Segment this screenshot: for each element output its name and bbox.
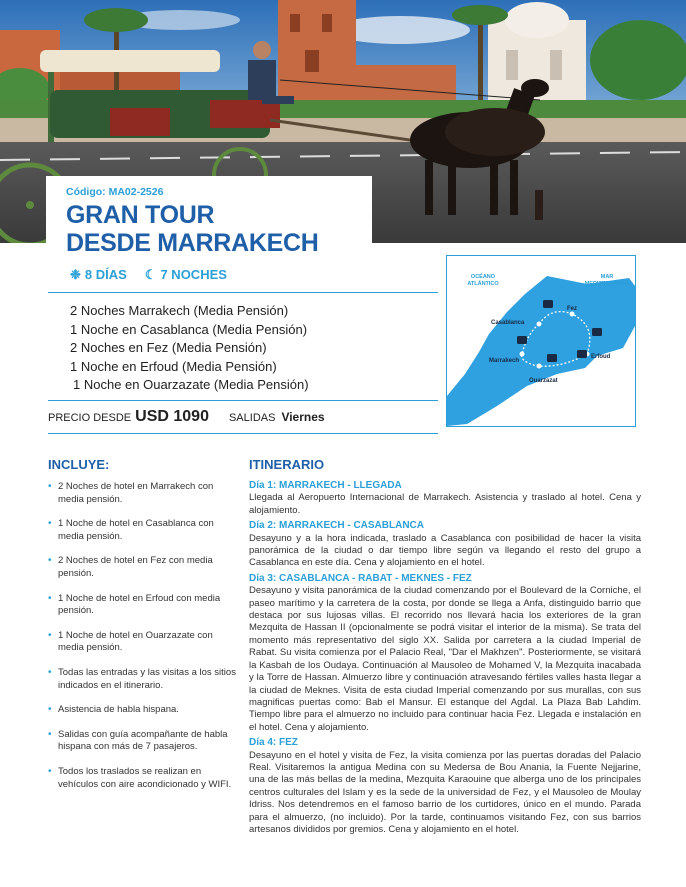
stay-item: 1 Noche en Erfoud (Media Pensión) bbox=[70, 358, 277, 374]
city-dot bbox=[570, 312, 575, 317]
duration bbox=[70, 267, 227, 283]
sea-right-line2: MEDITERRÁNEO bbox=[584, 281, 630, 287]
city-label-casablanca: Casablanca bbox=[491, 320, 525, 326]
days-label: 8 DÍAS bbox=[84, 267, 127, 282]
itinerary bbox=[249, 480, 641, 836]
city-label-marrakech: Marrakech bbox=[489, 358, 520, 364]
list-item: • Salidas con guía acompañante de habla hispana con más de 7 pasajeros. bbox=[48, 729, 238, 754]
price-row bbox=[48, 408, 325, 426]
list-item: • 1 Noche de hotel en Erfoud con media pensión. bbox=[48, 593, 238, 618]
bus-icon bbox=[517, 336, 527, 344]
stay-item: 2 Noches Marrakech (Media Pensión) bbox=[70, 303, 289, 318]
divider bbox=[48, 400, 438, 401]
list-item: • 2 Noches de hotel en Marrakech con media pensión. bbox=[48, 481, 238, 506]
stays-list bbox=[70, 302, 309, 395]
divider bbox=[48, 433, 438, 434]
day-title: Día 4: FEZ bbox=[249, 737, 298, 749]
price-amount: USD 1090 bbox=[135, 408, 209, 425]
moon-icon: ☾ bbox=[144, 267, 157, 282]
day-text: Desayuno y visita panorámica de la ciudad comenzando por el Boulevard de la Corniche, el paseo marítimo y la carretera de la costa, por donde se llega a Anfa, distinguido barrio que destaca por sus lujosas villas. El recorrido nos llevará hacia los exteriores de la gran Mezquita de Hassan II (opcionalmente se podrá visitar el interior de la misma). Se trata del momento más representativo del siglo XX. Salida por carretera a la ciudad Imperial de Rabat. Su visita comienza por el Palacio Real, "Dar el Makhzen". Posteriormente, se visitará la Kasbah de los Oudaya. Continuación al Mausoleo de Mohamed V, la Mezquita inacabada y la Torre de Hassan. Almuerzo libre y continuación atravesando fértiles valles hasta llegar a la ciudad de Meknes. Visita de esta ciudad Imperial comenzando por sus murallas, con sus magnificas puertas como: Bab el Mansur. El estanque del Agdal. La Plaza Bab Lahdim. Tiempo libre para el almuerzo no incluido para continuar hacia Fez. Llegada e instalación en el hotel. Cena y alojamiento. bbox=[249, 585, 641, 733]
route-map bbox=[446, 255, 636, 427]
sea-left-line1: OCÉANO bbox=[470, 274, 496, 280]
days-badge bbox=[70, 267, 127, 283]
price-label: PRECIO DESDE bbox=[48, 412, 132, 424]
list-item: • Asistencia de habla hispana. bbox=[48, 704, 238, 717]
day-text: Llegada al Aeropuerto Internacional de Marrakech. Asistencia y traslado al hotel. Cena y alojamiento. bbox=[249, 492, 641, 516]
day-title: Día 2: MARRAKECH - CASABLANCA bbox=[249, 520, 424, 532]
departures-label: SALIDAS bbox=[228, 412, 276, 424]
list-item: • Todos los traslados se realizan en vehículos con aire acondicionado y WIFI. bbox=[48, 766, 238, 791]
sun-icon: ❉ bbox=[70, 267, 81, 282]
city-label-fez: Fez bbox=[567, 306, 578, 312]
departures-day: Viernes bbox=[281, 410, 325, 424]
day-title: Día 1: MARRAKECH - LLEGADA bbox=[249, 480, 402, 491]
stay-item: 1 Noche en Casablanca (Media Pensión) bbox=[70, 321, 308, 337]
title-line-2: DESDE MARRAKECH bbox=[66, 229, 319, 257]
city-dot bbox=[537, 364, 542, 369]
country-shape bbox=[447, 276, 635, 426]
includes-list bbox=[48, 481, 238, 803]
nights-label: 7 NOCHES bbox=[160, 267, 227, 282]
nights-badge bbox=[145, 267, 227, 283]
bus-icon bbox=[547, 354, 557, 362]
includes-heading: INCLUYE: bbox=[48, 457, 110, 472]
day-text: Desayuno y a la hora indicada, traslado a Casablanca con posibilidad de hacer la visita panorámica de la ciudad o dar tiempo libre según va llegando el resto del grupo a Casablanca en este día. Cena y alojamiento en el hotel. bbox=[249, 532, 641, 569]
tour-code: Código: MA02-2526 bbox=[66, 186, 164, 198]
page-title bbox=[66, 201, 318, 257]
city-dot bbox=[537, 322, 542, 327]
day-title: Día 3: CASABLANCA - RABAT - MEKNES - FEZ bbox=[249, 572, 472, 584]
day-text: Desayuno en el hotel y visita de Fez, la visita comienza por las puertas doradas del Palacio Real. Visitaremos la antigua Medina con su Medersa de Bou Anania, la Fuente Nejjarine, una de las más bellas de la medina, Mezquita Karaouine que alberga uno de los principales centros culturales del Islam y es la sede de la universidad de Fez, y el Mausoleo de Moulay Idriss. Nos detendremos en el famoso barrio de los curtidores, único en el mundo. Parada para el almuerzo, (no incluido). Por la tarde, continuamos visitando Fez, con sus barrios artesanos divididos por gremios. Cena y alojamiento en el hotel. bbox=[249, 749, 641, 835]
list-item: • 1 Noche de hotel en Casablanca con media pensión. bbox=[48, 518, 238, 543]
city-dot bbox=[520, 352, 525, 357]
bus-icon bbox=[543, 300, 553, 308]
morocco-map bbox=[447, 256, 635, 426]
list-item: • 2 Noches de hotel en Fez con media pensión. bbox=[48, 555, 238, 580]
divider bbox=[48, 292, 438, 293]
bus-icon bbox=[577, 350, 587, 358]
list-item: • 1 Noche de hotel en Ouarzazate con media pensión. bbox=[48, 630, 238, 655]
title-line-1: GRAN TOUR bbox=[66, 201, 215, 229]
sea-left-line2: ATLÁNTICO bbox=[467, 281, 499, 287]
list-item: • Todas las entradas y las visitas a los sitios indicados en el itinerario. bbox=[48, 667, 238, 692]
city-label-erfoud: Erfoud bbox=[591, 354, 611, 360]
sea-right-line1: MAR bbox=[600, 274, 614, 280]
stay-item: 1 Noche en Ouarzazate (Media Pensión) bbox=[73, 377, 309, 392]
city-label-ouarzazat: Ouarzazat bbox=[529, 378, 558, 384]
stay-item: 2 Noches en Fez (Media Pensión) bbox=[70, 340, 267, 355]
itinerary-heading: ITINERARIO bbox=[249, 457, 325, 472]
bus-icon bbox=[592, 328, 602, 336]
